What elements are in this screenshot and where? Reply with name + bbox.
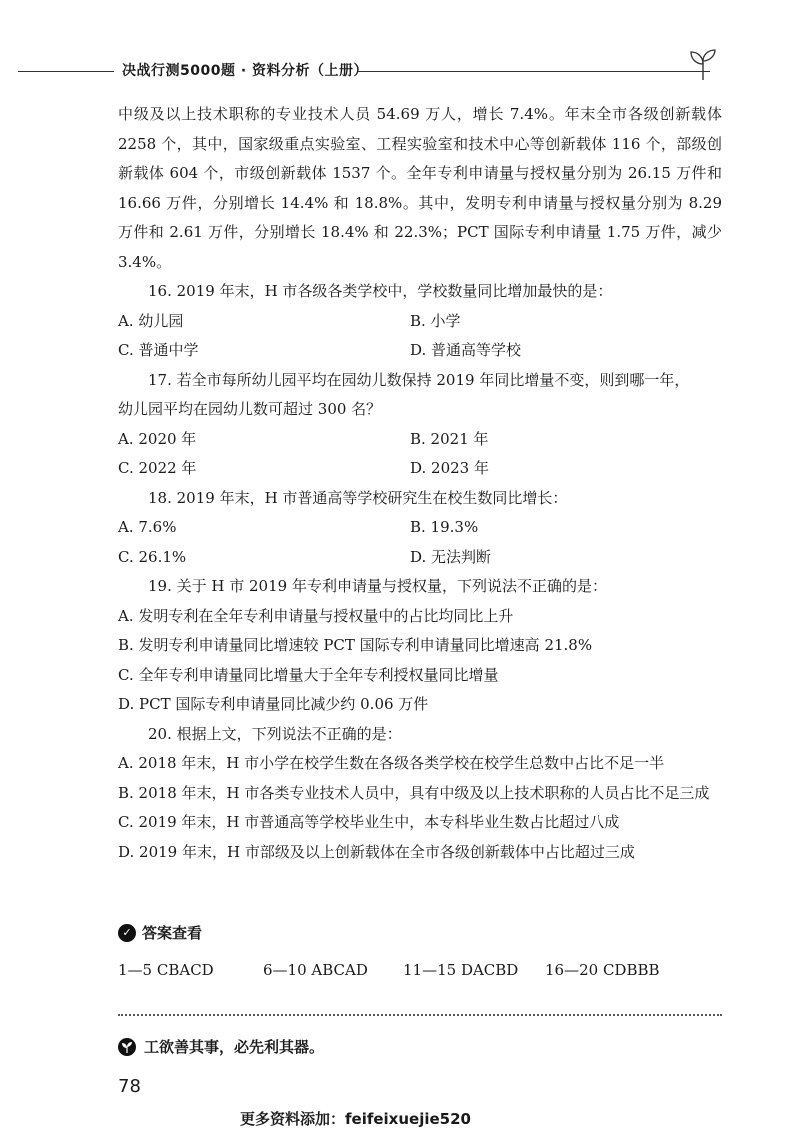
- question-16-options-row2: [118, 336, 722, 366]
- page-number: 78: [118, 1076, 141, 1097]
- motto: [118, 1036, 324, 1057]
- question-19-stem: 19. 关于 H 市 2019 年专利申请量与授权量，下列说法不正确的是：: [148, 577, 607, 595]
- question-17-options-row2: [118, 454, 722, 484]
- page-body: [118, 100, 722, 867]
- dotted-divider: [118, 1014, 722, 1016]
- option-17c: C. 2022 年: [118, 459, 197, 477]
- option-19a: A. 发明专利在全年专利申请量与授权量中的占比均同比上升: [118, 606, 514, 625]
- option-19b: B. 发明专利申请量同比增速较 PCT 国际专利申请量同比增速高 21.8%: [118, 636, 593, 654]
- answer-group: 16—20 CDBBB: [545, 961, 660, 979]
- option-16b: B. 小学: [410, 311, 461, 330]
- intro-paragraph: 中级及以上技术职称的专业技术人员 54.69 万人，增长 7.4%。年末全市各级创新载体 2258 个，其中，国家级重点实验室、工程实验室和技术中心等创新载体 116 个，部级创新载体 604 个，市级创新载体 1537 个。全年专利申请量与授权量分别为 26.15 万件和 16.66 万件，分别增长 14.4% 和 18.8%。其中，发明专利申请量与授权量分别为 8.29 万件和 2.61 万件，分别增长 18.4% 和 22.3%；PCT 国际专利申请量 1.75 万件，减少 3.4%。: [118, 105, 722, 271]
- option-16c: C. 普通中学: [118, 341, 199, 359]
- question-16-options-row1: [118, 307, 722, 337]
- motto-text: 工欲善其事，必先利其器。: [144, 1038, 325, 1056]
- option-19c: C. 全年专利申请量同比增量大于全年专利授权量同比增量: [118, 665, 499, 684]
- question-17-stem-line2: 幼儿园平均在园幼儿数可超过 300 名？: [118, 400, 382, 418]
- option-16d: D. 普通高等学校: [410, 341, 522, 359]
- answer-group: 1—5 CBACD: [118, 961, 214, 979]
- answer-icon: ✓: [118, 924, 136, 942]
- option-18c: C. 26.1%: [118, 547, 187, 566]
- running-header: [18, 60, 718, 82]
- question-17-options-row1: [118, 425, 722, 455]
- option-19d: D. PCT 国际专利申请量同比减少约 0.06 万件: [118, 695, 429, 713]
- footer-note: 更多资料添加：feifeixuejie520: [240, 1110, 471, 1128]
- question-18-options-row1: [118, 513, 722, 543]
- header-title: 决战行测5000题 · 资料分析（上册）: [122, 63, 369, 79]
- option-20c: C. 2019 年末，H 市普通高等学校毕业生中，本专科毕业生数占比超过八成: [118, 813, 620, 831]
- question-18-options-row2: [118, 543, 722, 573]
- option-18b: B. 19.3%: [410, 518, 479, 536]
- sprout-icon: [688, 46, 718, 80]
- answer-title: 答案查看: [142, 924, 203, 942]
- sprout-badge-icon: [118, 1038, 136, 1056]
- question-16-stem: 16. 2019 年末，H 市各级各类学校中，学校数量同比增加最快的是：: [148, 282, 613, 300]
- question-17-stem-line1: 17. 若全市每所幼儿园平均在园幼儿数保持 2019 年同比增量不变，则到哪一年，: [148, 370, 690, 389]
- option-18a: A. 7.6%: [118, 518, 177, 536]
- option-20b: B. 2018 年末，H 市各类专业技术人员中，具有中级及以上技术职称的人员占比不足三成: [118, 783, 710, 802]
- option-18d: D. 无法判断: [410, 547, 492, 566]
- header-rule-right: [358, 71, 710, 72]
- header-rule-left: [18, 71, 114, 72]
- option-20a: A. 2018 年末，H 市小学在校学生数在各级各类学校在校学生总数中占比不足一半: [118, 754, 665, 772]
- answer-group: 6—10 ABCAD: [263, 961, 368, 979]
- option-17a: A. 2020 年: [118, 429, 197, 448]
- option-17b: B. 2021 年: [410, 429, 489, 448]
- answer-section: [118, 922, 722, 979]
- question-20-stem: 20. 根据上文，下列说法不正确的是：: [148, 724, 402, 743]
- option-17d: D. 2023 年: [410, 459, 489, 477]
- answer-group: 11—15 DACBD: [403, 961, 519, 979]
- option-16a: A. 幼儿园: [118, 311, 184, 330]
- option-20d: D. 2019 年末，H 市部级及以上创新载体在全市各级创新载体中占比超过三成: [118, 842, 635, 861]
- answer-key-row: [118, 961, 722, 979]
- answer-heading: [118, 922, 722, 943]
- question-18-stem: 18. 2019 年末，H 市普通高等学校研究生在校生数同比增长：: [148, 488, 568, 507]
